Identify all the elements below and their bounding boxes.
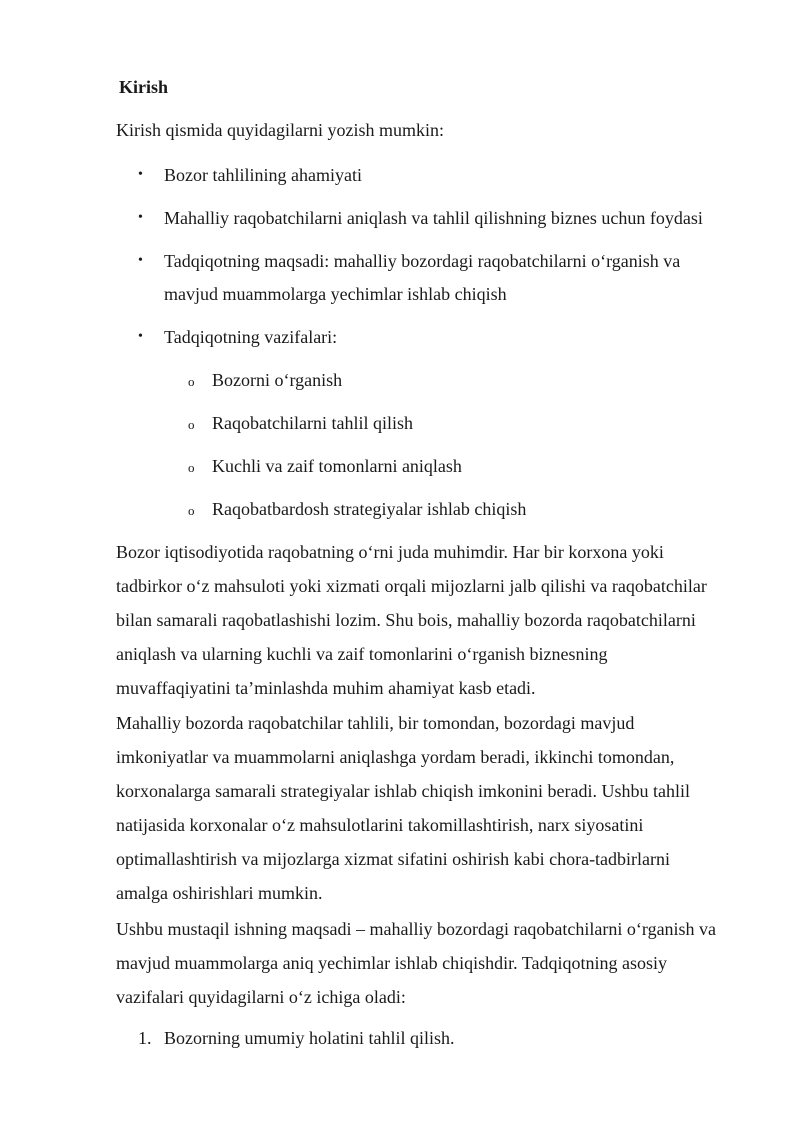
body-paragraph	[116, 535, 752, 705]
bullet-marker: •	[138, 253, 143, 268]
paragraph-line: Ushbu mustaqil ishning maqsadi – mahalliy bozordagi raqobatchilarni oʻrganish va	[116, 919, 717, 939]
sub-list-item-text: Bozorni oʻrganish	[212, 370, 343, 390]
list-item-text: Tadqiqotning maqsadi: mahalliy bozordagi raqobatchilarni oʻrganish va	[164, 251, 681, 271]
paragraph-line: amalga oshirishlari mumkin.	[116, 883, 323, 903]
paragraph-line: korxonalarga samarali strategiyalar ishlab chiqish imkonini beradi. Ushbu tahlil	[116, 781, 691, 801]
body-paragraph	[116, 706, 752, 910]
list-item-text: Tadqiqotning vazifalari:	[164, 327, 338, 347]
paragraph-line: tadbirkor oʻz mahsuloti yoki xizmati orqali mijozlarni jalb qilishi va raqobatchilar	[116, 576, 707, 596]
paragraph-line: imkoniyatlar va muammolarni aniqlashga yordam beradi, ikkinchi tomondan,	[116, 747, 675, 767]
paragraph-line: optimallashtirish va mijozlarga xizmat sifatini oshirish kabi chora-tadbirlarni	[116, 849, 671, 869]
circle-bullet-icon: o	[188, 460, 195, 475]
page-title: Kirish	[119, 77, 169, 97]
intro-text: Kirish qismida quyidagilarni yozish mumkin:	[116, 120, 444, 140]
number-marker: 1.	[138, 1028, 152, 1048]
bullet-marker: •	[138, 167, 143, 182]
paragraph-line: bilan samarali raqobatlashishi lozim. Shu bois, mahalliy bozorda raqobatchilarni	[116, 610, 696, 630]
bullet-marker: •	[138, 210, 143, 225]
paragraph-line: natijasida korxonalar oʻz mahsulotlarini takomillashtirish, narx siyosatini	[116, 815, 644, 835]
sub-list-item-text: Raqobatchilarni tahlil qilish	[212, 413, 413, 433]
list-item-text: mavjud muammolarga yechimlar ishlab chiqish	[164, 284, 507, 304]
numbered-list-item-text: Bozorning umumiy holatini tahlil qilish.	[164, 1028, 455, 1048]
paragraph-line: mavjud muammolarga aniq yechimlar ishlab chiqishdir. Tadqiqotning asosiy	[116, 953, 667, 973]
body-paragraph	[116, 912, 752, 1014]
sub-list-item-text: Kuchli va zaif tomonlarni aniqlash	[212, 456, 462, 476]
paragraph-line: Bozor iqtisodiyotida raqobatning oʻrni juda muhimdir. Har bir korxona yoki	[116, 542, 664, 562]
circle-bullet-icon: o	[188, 417, 195, 432]
list-item-text: Bozor tahlilining ahamiyati	[164, 165, 362, 185]
circle-bullet-icon: o	[188, 503, 195, 518]
list-item-text: Mahalliy raqobatchilarni aniqlash va tahlil qilishning biznes uchun foydasi	[164, 208, 703, 228]
paragraph-line: aniqlash va ularning kuchli va zaif tomonlarini oʻrganish biznesning	[116, 644, 608, 664]
bullet-marker: •	[138, 329, 143, 344]
paragraph-line: vazifalari quyidagilarni oʻz ichiga oladi:	[116, 987, 406, 1007]
paragraph-line: Mahalliy bozorda raqobatchilar tahlili, bir tomondan, bozordagi mavjud	[116, 713, 635, 733]
sub-list-item-text: Raqobatbardosh strategiyalar ishlab chiqish	[212, 499, 527, 519]
circle-bullet-icon: o	[188, 374, 195, 389]
paragraph-line: muvaffaqiyatini taʼminlashda muhim ahamiyat kasb etadi.	[116, 678, 536, 698]
